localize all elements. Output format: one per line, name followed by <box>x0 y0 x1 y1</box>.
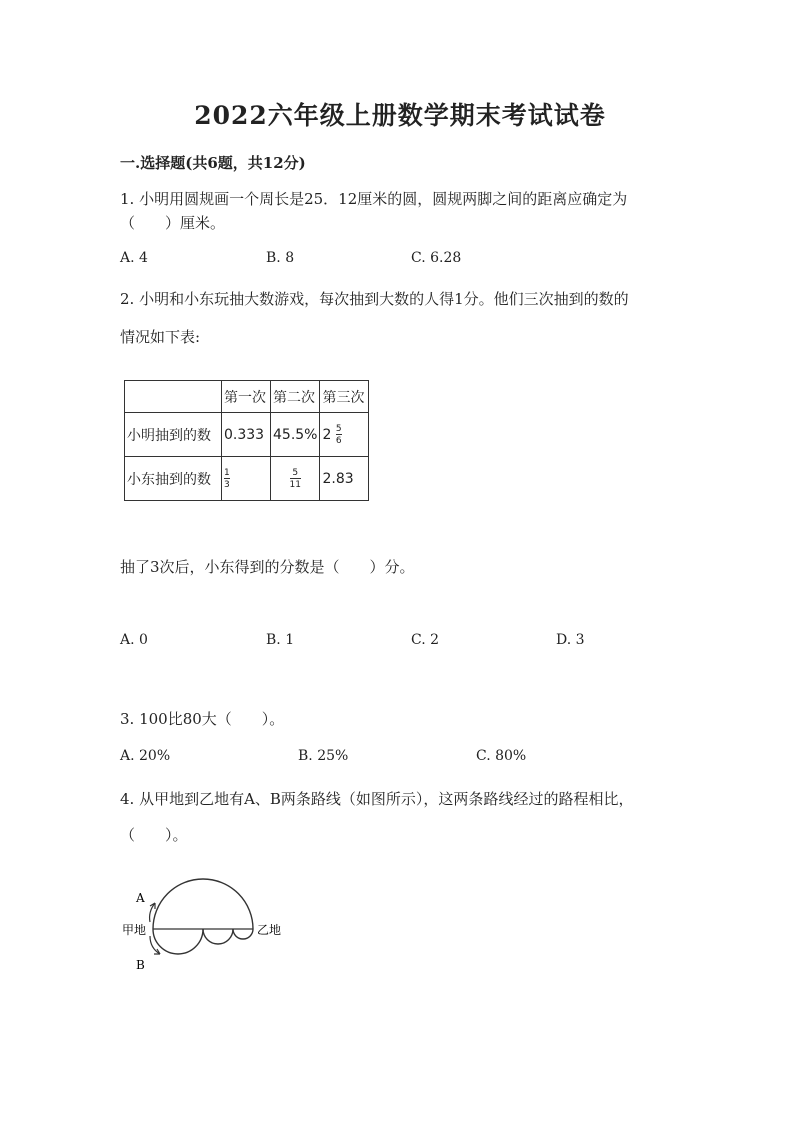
xiaodong-first <box>222 457 271 501</box>
route-b-label: B <box>136 958 145 972</box>
start-label: 甲地 <box>122 923 147 937</box>
fraction <box>224 468 230 490</box>
q2-data-table <box>124 380 369 501</box>
q1-text-line1: 1. 小明用圆规画一个周长是25．12厘米的圆，圆规两脚之间的距离应确定为 <box>120 190 628 208</box>
page-title: 2022六年级上册数学期末考试试卷 <box>194 101 606 130</box>
q2-text-line1: 2. 小明和小东玩抽大数游戏，每次抽到大数的人得1分。他们三次抽到的数的 <box>120 290 629 308</box>
mixed-whole: 2 <box>322 426 332 443</box>
fraction <box>290 468 301 490</box>
q1-text-line2: （ ）厘米。 <box>120 214 226 232</box>
fraction-denominator: 3 <box>224 479 230 490</box>
section-heading: 一.选择题(共6题，共12分) <box>120 154 306 172</box>
table-header-second: 第二次 <box>271 381 320 413</box>
table-corner-cell <box>125 381 222 413</box>
q2-text-line2: 情况如下表: <box>120 328 201 346</box>
route-b-arc-3 <box>233 929 253 939</box>
end-label: 乙地 <box>257 923 282 937</box>
route-a-label: A <box>136 891 145 905</box>
row-label-xiaodong: 小东抽到的数 <box>125 457 222 501</box>
q2-option-b[interactable]: B. 1 <box>266 632 295 648</box>
q3-option-a[interactable]: A. 20% <box>120 748 171 764</box>
q1-option-c[interactable]: C. 6.28 <box>411 250 462 266</box>
fraction-numerator: 5 <box>335 423 342 434</box>
route-b-arc-1 <box>153 929 203 954</box>
q3-text-line1: 3. 100比80大（ ）。 <box>120 710 285 728</box>
table-row <box>125 457 369 501</box>
table-header-first: 第一次 <box>222 381 271 413</box>
q1-option-b[interactable]: B. 8 <box>266 250 295 266</box>
q2-option-c[interactable]: C. 2 <box>411 632 440 648</box>
xiaoming-third <box>320 413 369 457</box>
fraction-numerator: 5 <box>292 467 299 478</box>
q2-text-line3: 抽了3次后，小东得到的分数是（ ）分。 <box>120 558 415 576</box>
fraction <box>336 424 342 446</box>
route-diagram <box>118 870 308 980</box>
table-header-third: 第三次 <box>320 381 369 413</box>
q3-option-c[interactable]: C. 80% <box>476 748 527 764</box>
table-header-row <box>125 381 369 413</box>
fraction-denominator: 11 <box>289 479 301 490</box>
q2-option-d[interactable]: D. 3 <box>556 632 585 648</box>
q4-text-line1: 4. 从甲地到乙地有A、B两条路线（如图所示），这两条路线经过的路程相比， <box>120 790 634 808</box>
xiaoming-first: 0.333 <box>222 413 271 457</box>
xiaodong-second <box>271 457 320 501</box>
fraction-numerator: 1 <box>224 467 230 478</box>
q3-option-b[interactable]: B. 25% <box>298 748 349 764</box>
row-label-xiaoming: 小明抽到的数 <box>125 413 222 457</box>
fraction-denominator: 6 <box>335 435 342 446</box>
table-row <box>125 413 369 457</box>
route-b-arc-2 <box>203 929 233 944</box>
xiaodong-third: 2.83 <box>320 457 369 501</box>
q1-option-a[interactable]: A. 4 <box>120 250 148 266</box>
xiaoming-second: 45.5% <box>271 413 320 457</box>
route-a-arc <box>153 879 253 929</box>
q4-text-line2: （ ）。 <box>120 826 188 844</box>
q2-option-a[interactable]: A. 0 <box>120 632 148 648</box>
